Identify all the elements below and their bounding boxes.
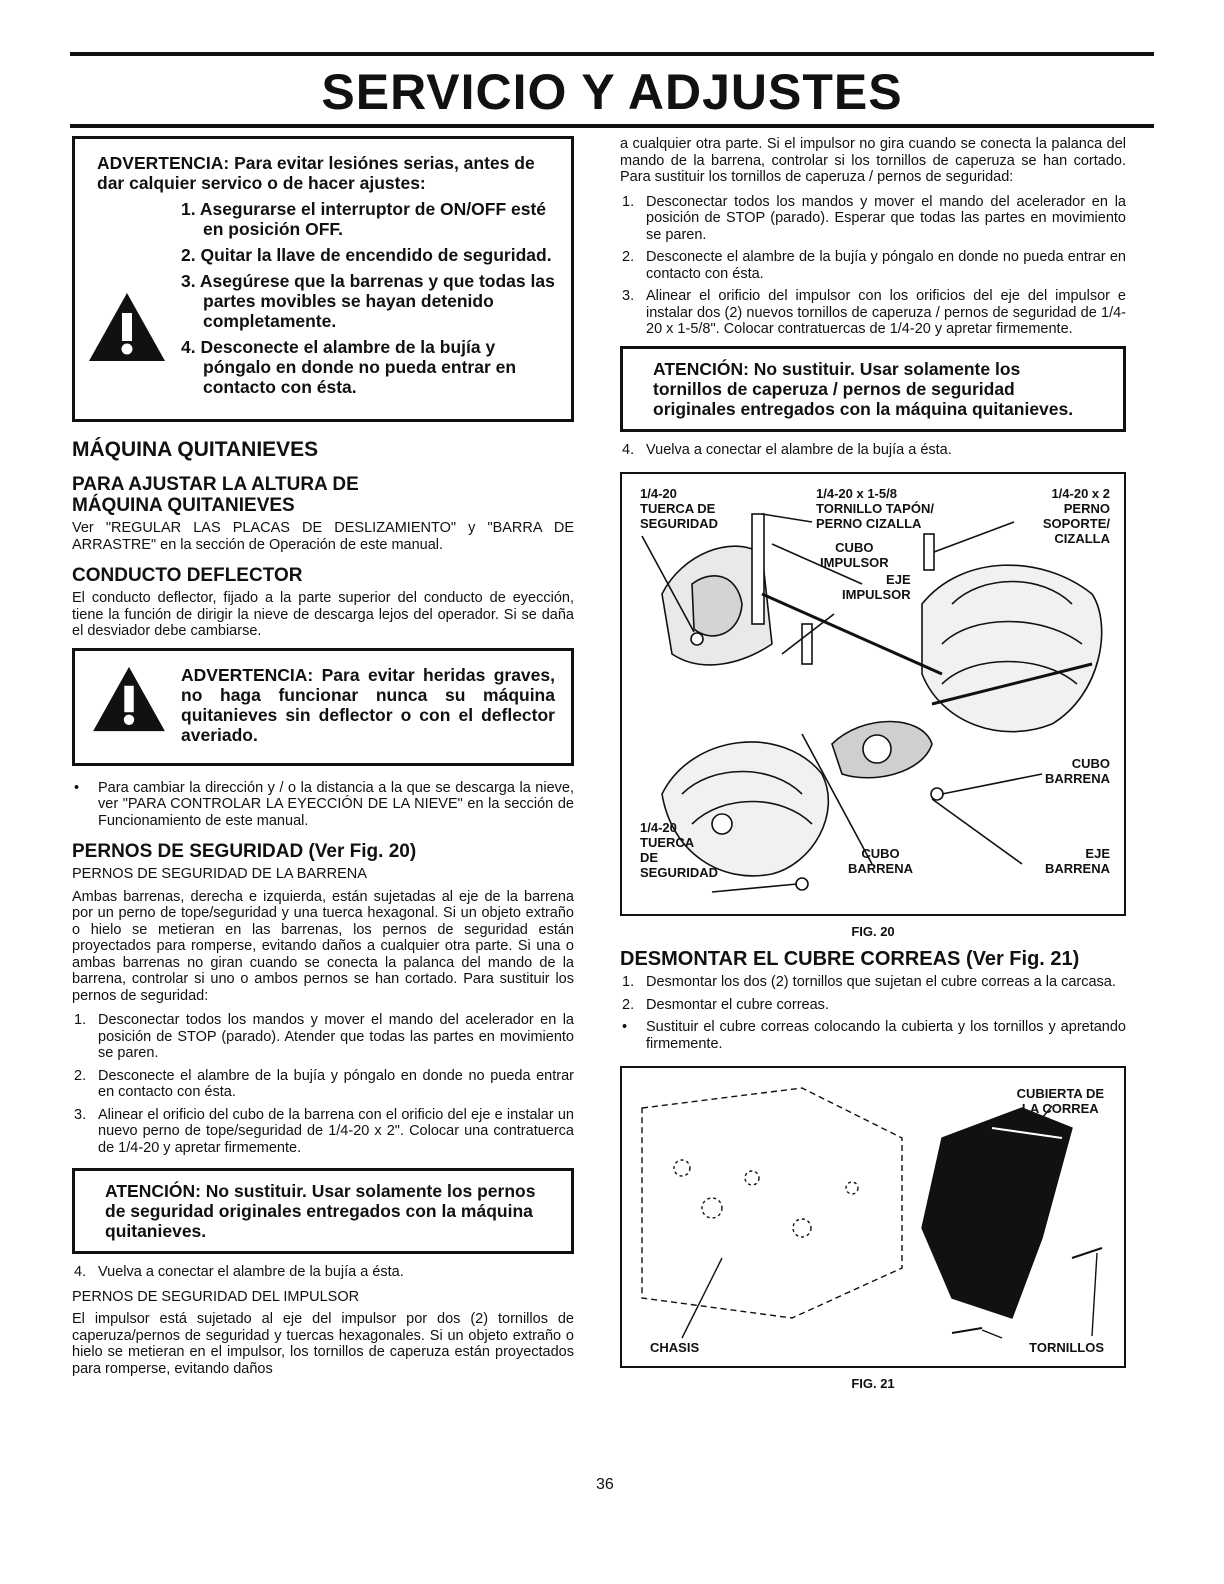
sub-impulsor: PERNOS DE SEGURIDAD DEL IMPULSOR (72, 1288, 360, 1305)
fig20-label-tuerca-bottom: 1/4-20 TUERCA DE SEGURIDAD (640, 820, 719, 880)
step4-impulsor (620, 442, 1126, 459)
para-altura: Ver "REGULAR LAS PLACAS DE DESLIZAMIENTO" y "BARRA DE ARRASTRE" en la sección de Operación de este manual. (72, 520, 574, 553)
heading-altura: PARA AJUSTAR LA ALTURA DE MÁQUINA QUITANIEVES (72, 474, 359, 516)
heading-pernos: PERNOS DE SEGURIDAD (Ver Fig. 20) (72, 841, 417, 862)
right-column (620, 136, 1126, 1391)
sub-barrena: PERNOS DE SEGURIDAD DE LA BARRENA (72, 866, 367, 882)
fig21-label-chasis: CHASIS (650, 1340, 700, 1355)
warning-step: 4. Desconecte el alambre de la bujía y póngalo en donde no pueda entrar en contacto con ésta. (181, 337, 517, 397)
figure-20 (620, 472, 1126, 916)
warning-deflector-text: ADVERTENCIA: Para evitar heridas graves, no haga funcionar nunca su máquina quitanieves sin deflector o con el deflector averiado. (181, 664, 555, 745)
warning-box-top (72, 136, 574, 422)
bullet-item: • Para cambiar la dirección y / o la distancia a la que se descarga la nieve, ver "PARA CONTROLAR LA EYECCIÓN DE LA NIEVE" en la sección de Funcionamiento de este manual. (74, 779, 574, 829)
warning-step: 1. Asegurarse el interruptor de ON/OFF esté en posición OFF. (181, 199, 547, 239)
title-rule (70, 124, 1154, 128)
figure-21-caption: FIG. 21 (851, 1376, 895, 1391)
fig20-label-cubo-impulsor: CUBO IMPULSOR (820, 540, 889, 570)
warning-box-deflector (72, 648, 574, 766)
step-item: 1. Desconectar todos los mandos y mover el mando del acelerador en la posición de STOP (parado). Atender que todas las partes en movimiento se paren. (74, 1012, 574, 1061)
warning-step: 2. Quitar la llave de encendido de seguridad. (181, 245, 552, 265)
fig20-label-perno: 1/4-20 x 2 PERNO SOPORTE/ CIZALLA (1042, 486, 1110, 546)
fig21-label-tornillos: TORNILLOS (1029, 1340, 1104, 1355)
attention-impulsor: ATENCIÓN: No sustituir. Usar solamente los tornillos de caperuza / pernos de seguridad originales entregados con la máquina quitanieves. (620, 346, 1126, 432)
step-item: 4. Vuelva a conectar el alambre de la bujía a ésta. (74, 1264, 404, 1280)
deflector-bullets (72, 780, 574, 830)
left-column (72, 136, 574, 1385)
heading-maquina: MÁQUINA QUITANIEVES (72, 438, 319, 461)
fig21-label-cubierta: CUBIERTA DE LA CORREA (1016, 1086, 1104, 1116)
step-item: 4. Vuelva a conectar el alambre de la bujía a ésta. (622, 441, 952, 458)
fig20-label-tuerca: 1/4-20 TUERCA DE SEGURIDAD (640, 486, 719, 531)
warning-triangle-icon (91, 665, 167, 733)
para-conducto: El conducto deflector, fijado a la parte superior del conducto de eyección, tiene la función de dirigir la nieve de descarga lejos del operador. Si se daña el desviador debe cambiarse. (72, 590, 574, 639)
steps-barrena (72, 1012, 574, 1156)
step-item: 3. Alinear el orificio del impulsor con los orificios del eje del impulsor e instalar dos (2) nuevos tornillos de caperuza / pernos de seguridad de 1/4-20 x 1-5/8". Colocar contratuercas de 1/4-20 y apretar firmemente. (622, 288, 1126, 337)
step-item: 2. Desmontar el cubre correas. (622, 996, 829, 1013)
warning-intro: ADVERTENCIA: Para evitar lesiónes serias, antes de dar calquier servico o de hacer ajustes: (97, 153, 535, 193)
warning-step: 3. Asegúrese que la barrenas y que todas las partes movibles se hayan detenido completamente. (181, 271, 555, 331)
warning-triangle-icon (87, 291, 167, 363)
step-item: 2. Desconecte el alambre de la bujía y póngalo en donde no pueda entrar en contacto con ésta. (74, 1067, 574, 1100)
figure-20-caption: FIG. 20 (851, 924, 895, 939)
attention-barrena: ATENCIÓN: No sustituir. Usar solamente los pernos de seguridad originales entregados con la máquina quitanieves. (72, 1168, 574, 1254)
step-item: 3. Alinear el orificio del cubo de la barrena con el orificio del eje e instalar un nuevo perno de tope/seguridad de 1/4-20 x 2". Colocar una contratuerca de 1/4-20 y apretar firmemente. (74, 1106, 574, 1156)
steps-impulsor (620, 194, 1126, 338)
step-item: 1. Desconectar todos los mandos y mover el mando del acelerador en la posición de STOP (parado). Esperar que todas las partes en movimiento se paren. (622, 193, 1126, 243)
heading-desmontar: DESMONTAR EL CUBRE CORREAS (Ver Fig. 21) (620, 948, 1080, 970)
para-impulsor: El impulsor está sujetado al eje del impulsor por dos (2) tornillos de caperuza/pernos de seguridad y tuercas hexagonales. Si un objeto extraño o hielo se metieran en el impulsor, los tornillos de caperuza están proyectados para romperse, evitando daños (72, 1311, 574, 1377)
step-item: 2. Desconecte el alambre de la bujía y póngalo en donde no pueda entrar en contacto con ésta. (622, 249, 1126, 282)
fig20-label-eje-barrena: EJE BARRENA (1045, 846, 1110, 876)
steps-desmontar (620, 974, 1126, 1052)
page-number: 36 (596, 1476, 614, 1493)
step-item: 1. Desmontar los dos (2) tornillos que sujetan el cubre correas a la carcasa. (622, 974, 1116, 990)
fig20-label-eje-impulsor: EJE IMPULSOR (842, 572, 911, 602)
para-impulsor-cont: a cualquier otra parte. Si el impulsor no gira cuando se conecta la palanca del mando de la barrena, controlar si los tornillos de caperuza se han cortado. Para sustituir los tornillos de caperuza / pernos de seguridad: (620, 136, 1126, 185)
heading-conducto: CONDUCTO DEFLECTOR (72, 565, 303, 586)
fig20-label-tornillo: 1/4-20 x 1-5/8 TORNILLO TAPÓN/ PERNO CIZALLA (816, 486, 934, 531)
step4-barrena (72, 1264, 574, 1281)
fig20-label-cubo-barrena-bottom: CUBO BARRENA (848, 846, 913, 876)
figure-21 (620, 1066, 1126, 1368)
fig20-label-cubo-barrena-right: CUBO BARRENA (1045, 756, 1110, 786)
page-title: SERVICIO Y ADJUSTES (321, 64, 903, 120)
top-rule (70, 52, 1154, 56)
step-item: • Sustituir el cubre correas colocando la cubierta y los tornillos y apretando firmemente. (622, 1019, 1126, 1052)
para-barrena: Ambas barrenas, derecha e izquierda, están sujetadas al eje de la barrena por un perno de tope/seguridad y una tuerca hexagonal. Si un objeto extraño o hielo se metieran en las barrenas, los pernos de seguridad están proyectados para romperse, evitando daños a cualquier otra parte. Si una o ambas barrenas no giran cuando se conecta la palanca del mando de la barrena, controlar si uno o ambos pernos se han cortado. Para sustituir los pernos de seguridad: (72, 888, 574, 1004)
